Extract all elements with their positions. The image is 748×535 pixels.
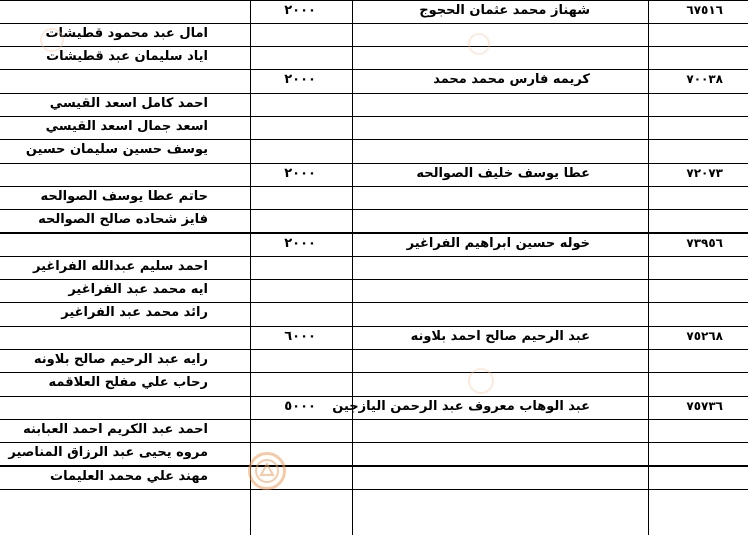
member-row-cell [648,93,748,117]
table-row-cell [0,233,251,257]
member-name: مروه يحيى عبد الرزاق المناصير [8,445,208,461]
member-row-cell [250,209,353,233]
primary-name: عبد الوهاب معروف عبد الرحمن اليازجين [332,398,590,414]
primary-name: عطا يوسف خليف الصوالحه [416,165,590,181]
empty-cell [250,489,353,535]
primary-name: خوله حسين ابراهيم الفراغير [406,235,590,251]
member-name: فايز شحاده صالح الصوالحه [38,212,208,228]
primary-name: شهناز محمد عثمان الحجوج [419,2,590,18]
member-row-cell [352,256,649,280]
watermark-faint-icon [468,368,494,394]
table-row-cell [0,396,251,420]
member-row-cell [352,116,649,140]
member-row-cell [352,46,649,70]
amount-value: ٢٠٠٠ [284,2,316,18]
member-row-cell [250,186,353,210]
watermark-seal-icon [248,452,286,490]
member-row-cell [648,442,748,466]
seal-figure-icon [251,455,283,487]
member-row-cell [250,372,353,396]
empty-cell [0,489,251,535]
member-row-cell [250,46,353,70]
amount-value: ٢٠٠٠ [284,72,316,88]
member-row-cell [648,419,748,443]
table-row-cell [0,326,251,350]
member-row-cell [648,116,748,140]
member-name: اياد سليمان عبد قطيشات [46,49,208,65]
member-row-cell [352,23,649,47]
member-row-cell [250,116,353,140]
member-row-cell [352,419,649,443]
member-row-cell [250,23,353,47]
member-row-cell [250,139,353,163]
member-row-cell [352,442,649,466]
primary-name: كريمه فارس محمد محمد [433,72,590,88]
member-row-cell [648,302,748,326]
member-name: احمد كامل اسعد القيسي [49,95,208,111]
member-row-cell [250,302,353,326]
member-row-cell [250,419,353,443]
member-row-cell [250,349,353,373]
member-row-cell [648,186,748,210]
member-row-cell [648,139,748,163]
member-name: رايه عبد الرحيم صالح بلاونه [33,352,208,367]
member-name: امال عبد محمود قطيشات [45,25,208,41]
member-row-cell [352,209,649,233]
member-name: يوسف حسين سليمان حسين [25,142,208,158]
table-row-cell [0,163,251,187]
member-row-cell [648,466,748,490]
member-row-cell [352,279,649,303]
member-row-cell [352,466,649,490]
amount-value: ٢٠٠٠ [284,165,316,181]
amount-value: ٥٠٠٠ [284,398,316,414]
member-row-cell [648,279,748,303]
record-id: ٧٣٩٥٦ [686,235,723,250]
table-row-cell [0,0,251,24]
record-id: ٦٧٥١٦ [686,2,723,17]
member-name: رحاب علي مفلح العلاقمه [48,375,208,391]
member-row-cell [648,372,748,396]
member-row-cell [352,349,649,373]
member-name: حاتم عطا يوسف الصوالحه [40,188,208,204]
table-row-cell [0,69,251,93]
member-row-cell [250,93,353,117]
member-name: ايه محمد عبد الفراغير [68,282,208,298]
member-row-cell [648,46,748,70]
record-id: ٧٠٠٣٨ [686,72,723,87]
member-name: اسعد جمال اسعد القيسي [45,119,208,134]
member-row-cell [250,256,353,280]
watermark-faint-icon [40,28,64,52]
member-name: رائد محمد عبد الفراغير [61,305,208,321]
member-row-cell [352,372,649,396]
member-row-cell [648,256,748,280]
member-row-cell [648,349,748,373]
empty-cell [648,489,748,535]
member-row-cell [648,209,748,233]
record-id: ٧٥٧٣٦ [686,398,723,413]
member-row-cell [648,23,748,47]
watermark-faint-icon [468,33,490,55]
member-row-cell [352,93,649,117]
member-row-cell [250,279,353,303]
member-name: احمد عبد الكريم احمد العبابنه [23,421,208,437]
amount-value: ٦٠٠٠ [284,328,316,344]
member-row-cell [352,139,649,163]
record-id: ٧٢٠٧٣ [686,165,723,180]
primary-name: عبد الرحيم صالح احمد بلاونه [410,328,590,344]
member-row-cell [352,302,649,326]
empty-cell [352,489,649,535]
member-row-cell [352,186,649,210]
member-name: احمد سليم عبدالله الفراغير [33,258,208,274]
record-id: ٧٥٢٦٨ [686,328,723,343]
amount-value: ٢٠٠٠ [284,235,316,251]
member-name: مهند علي محمد العليمات [50,468,208,484]
